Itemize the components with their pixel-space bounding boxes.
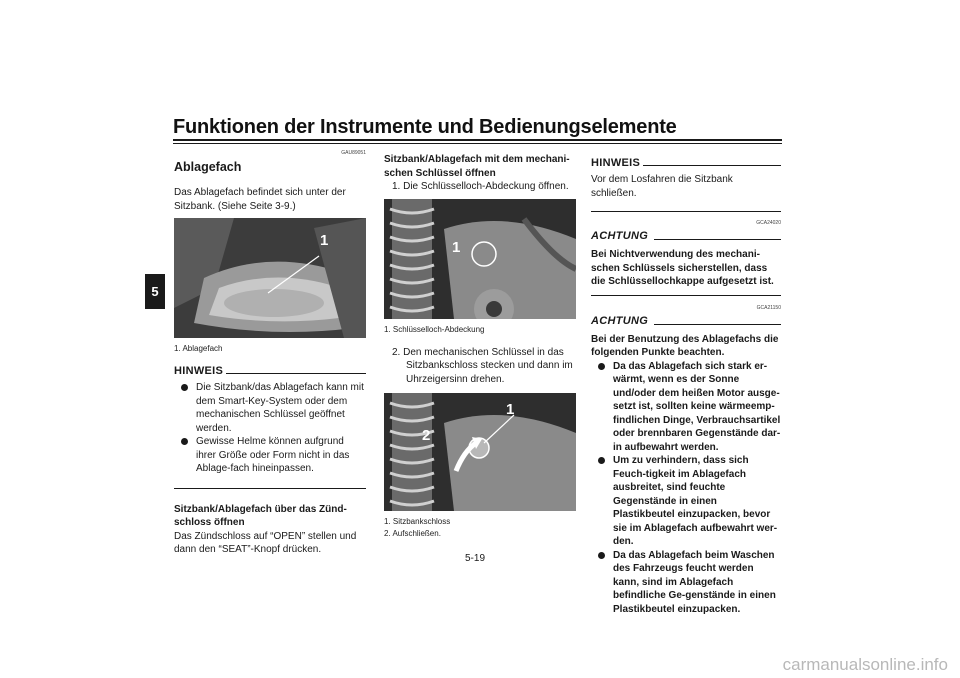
subsection-heading: Sitzbank/Ablagefach über das Zünd-schloss öffnen	[174, 503, 347, 528]
intro-text: Das Ablagefach befindet sich unter der Sitzbank. (Siehe Seite 3-9.)	[174, 187, 346, 212]
figure-callout: 1	[506, 401, 515, 418]
caution-end-rule	[591, 295, 781, 296]
reference-code: GCA21150	[756, 304, 781, 311]
list-item: Da das Ablagefach sich stark er-wärmt, wenn es der Sonne und/oder dem heißen Motor ausge-setzt ist, sollten keine wärmeemp-findlichen Dinge, Verbrauchsartikel oder brennbaren Gegenstände dar-in aufbewahrt werden.	[591, 360, 781, 455]
column-1	[174, 150, 366, 557]
note-header	[174, 365, 366, 377]
figure-callout: 1	[452, 238, 461, 256]
bullet-icon	[181, 384, 188, 391]
figure-callout: 2	[422, 427, 431, 444]
bullet-icon	[598, 457, 605, 464]
reference-code: GCA24020	[756, 220, 781, 226]
note-header	[591, 157, 781, 169]
list-item: Um zu verhindern, dass sich Feuch-tigkeit im Ablagefach ausbreitet, sind feuchte Gegenstände in einen Plastikbeutel einzupacken, bevor sie im Ablagefach aufbewahrt wer-den.	[591, 454, 781, 549]
caution-line	[654, 239, 781, 240]
caution-intro: Bei der Benutzung des Ablagefachs die folgenden Punkte beachten.	[591, 333, 779, 358]
step-1: 1. Die Schlüsselloch-Abdeckung öffnen.	[392, 181, 569, 192]
figure-caption: 1. Schlüsselloch-Abdeckung	[384, 324, 485, 334]
header-rule-thin	[173, 143, 782, 144]
section-heading: Ablagefach	[174, 160, 242, 174]
caution-header	[591, 315, 781, 327]
list-item: Da das Ablagefach beim Waschen des Fahrzeugs feucht werden kann, sind im Ablagefach befindliche Ge-genstände in einen Plastikbeutel einzupacken.	[591, 549, 781, 617]
watermark: carmanualsonline.info	[782, 655, 948, 674]
list-item: Gewisse Helme können aufgrund ihrer Größe oder Form nicht in das Ablage-fach hineinpassen.	[174, 435, 366, 476]
body-text: Das Zündschloss auf “OPEN” stellen und dann den “SEAT”-Knopf drücken.	[174, 530, 357, 555]
bullet-icon	[598, 552, 605, 559]
caution-line	[654, 324, 781, 325]
note-line	[643, 165, 781, 166]
column-2	[384, 153, 576, 540]
caution-list	[591, 360, 781, 617]
note-end-rule	[174, 488, 366, 489]
column-3	[591, 157, 781, 616]
caution-header	[591, 230, 781, 242]
chapter-tab: 5	[145, 274, 165, 309]
storage-compartment-photo	[174, 218, 366, 338]
subsection-heading: Sitzbank/Ablagefach mit dem mechani-schen Schlüssel öffnen	[384, 154, 570, 179]
keyhole-cover-illustration	[384, 199, 576, 319]
note-label: HINWEIS	[591, 157, 641, 169]
figure-caption: 2. Aufschließen.	[384, 529, 441, 538]
note-text: Vor dem Losfahren die Sitzbank schließen.	[591, 174, 733, 199]
note-line	[226, 373, 366, 374]
storage-compartment-illustration	[174, 218, 366, 338]
step-2: 2. Den mechanischen Schlüssel in das Sitzbankschloss stecken und dann im Uhrzeigersinn drehen.	[392, 346, 573, 385]
bullet-icon	[181, 438, 188, 445]
seat-lock-illustration	[384, 393, 576, 511]
figure-caption: 1. Ablagefach	[174, 344, 223, 353]
note-end-rule	[591, 211, 781, 212]
note-list	[174, 381, 366, 476]
caution-label: ACHTUNG	[591, 314, 649, 327]
seat-lock-photo	[384, 393, 576, 511]
header-rule	[173, 139, 782, 141]
figure-callout: 1	[320, 232, 329, 249]
note-label: HINWEIS	[174, 365, 224, 377]
caution-label: ACHTUNG	[591, 230, 649, 242]
caution-text: Bei Nichtverwendung des mechani-schen Schlüssels sicherstellen, dass die Schlüssellochkappe aufgesetzt ist.	[591, 249, 774, 287]
keyhole-cover-photo	[384, 199, 576, 319]
reference-code: GAU89051	[341, 150, 366, 156]
page-title: Funktionen der Instrumente und Bedienungselemente	[173, 116, 677, 138]
figure-caption: 1. Sitzbankschloss	[384, 517, 451, 526]
bullet-icon	[598, 363, 605, 370]
list-item: Die Sitzbank/das Ablagefach kann mit dem Smart-Key-System oder dem mechanischen Schlüssel geöffnet werden.	[174, 381, 366, 435]
page-number: 5-19	[465, 553, 486, 564]
